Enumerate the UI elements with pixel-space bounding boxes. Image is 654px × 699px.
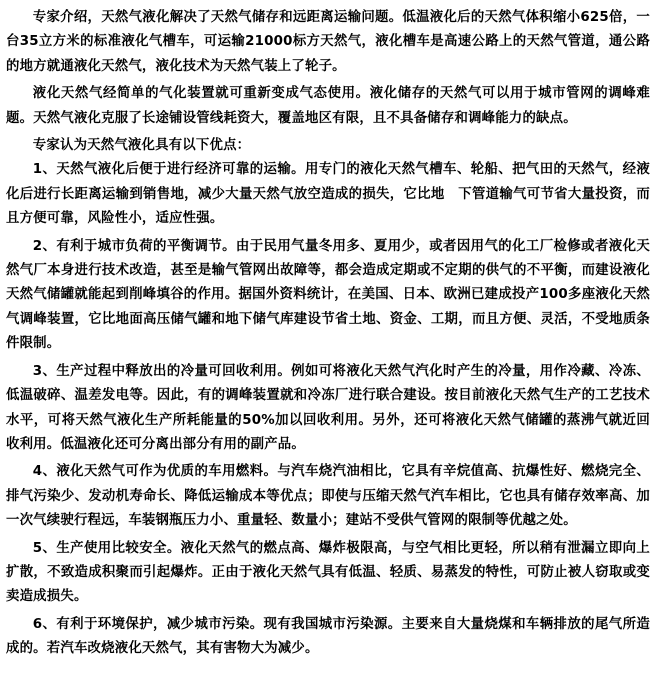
paragraph-advantage-vehicle-fuel: 4、液化天然气可作为优质的车用燃料。与汽车烧汽油相比，它具有辛烷值高、抗爆性好、燃烧完全、排气污染少、发动机寿命长、降低运输成本等优点；即使与压缩天然气汽车相比，它也具有储存效率高、加一次气续驶行程远，车装钢瓶压力小、重量轻、数量小；建站不受供气管网的限制等优越之处。 [6,464,650,529]
paragraph-advantage-environment: 6、有利于环境保护，减少城市污染。现有我国城市污染源。主要来自大量烧煤和车辆排放的尾气所造成的。若汽车改烧液化天然气，其有害物大为减少。 [6,616,650,657]
paragraph-advantages-heading: 专家认为天然气液化具有以下优点： [32,138,251,154]
paragraph-regasification: 液化天然气经简单的气化装置就可重新变成气态使用。液化储存的天然气可以用于城市管网的调峰难题。天然气液化克服了长途铺设管线耗资大，覆盖地区有限，且不具备储存和调峰能力的缺点。 [6,86,650,126]
paragraph-advantage-transport: 1、天然气液化后便于进行经济可靠的运输。用专门的液化天然气槽车、轮船、把气田的天然气，经液化后进行长距离运输到销售地，减少大量天然气放空造成的损失，它比地 下管道输气可节省大量投资，而且方便可靠，风险性小，适应性强。 [6,162,650,227]
paragraph-advantage-safety: 5、生产使用比较安全。液化天然气的燃点高、爆炸极限高，与空气相比更轻，所以稍有泄漏立即向上扩散，不致造成积聚而引起爆炸。正由于液化天然气具有低温、轻质、易蒸发的特性，可防止被人窃取或变卖造成损失。 [6,540,650,605]
paragraph-advantage-cold-recovery: 3、生产过程中释放出的冷量可回收利用。例如可将液化天然气汽化时产生的冷量，用作冷藏、冷冻、低温破碎、温差发电等。因此，有的调峰装置就和冷冻厂进行联合建设。按目前液化天然气生产的工艺技术水平，可将天然气液化生产所耗能量的50%加以回收利用。另外，还可将液化天然气储罐的蒸沸气就近回收利用。低温液化还可分离出部分有用的副产品。 [6,363,650,452]
paragraph-intro: 专家介绍，天然气液化解决了天然气储存和远距离运输问题。低温液化后的天然气体积缩小625倍，一台35立方米的标准液化气槽车，可运输21000标方天然气，液化槽车是高速公路上的天然气管道，通公路的地方就通液化天然气，液化技术为天然气装上了轮子。 [6,10,650,74]
paragraph-advantage-load-balancing: 2、有利于城市负荷的平衡调节。由于民用气量冬用多、夏用少，或者因用气的化工厂检修或者液化天然气厂本身进行技术改造，甚至是输气管网出故障等，都会造成定期或不定期的供气的不平衡，而建设液化天然气储罐就能起到削峰填谷的作用。据国外资料统计，在美国、日本、欧洲已建成投产100多座液化天然气调峰装置，它比地面高压储气罐和地下储气库建设节省土地、资金、工期，而且方便、灵活，不受地质条件限制。 [6,238,650,352]
